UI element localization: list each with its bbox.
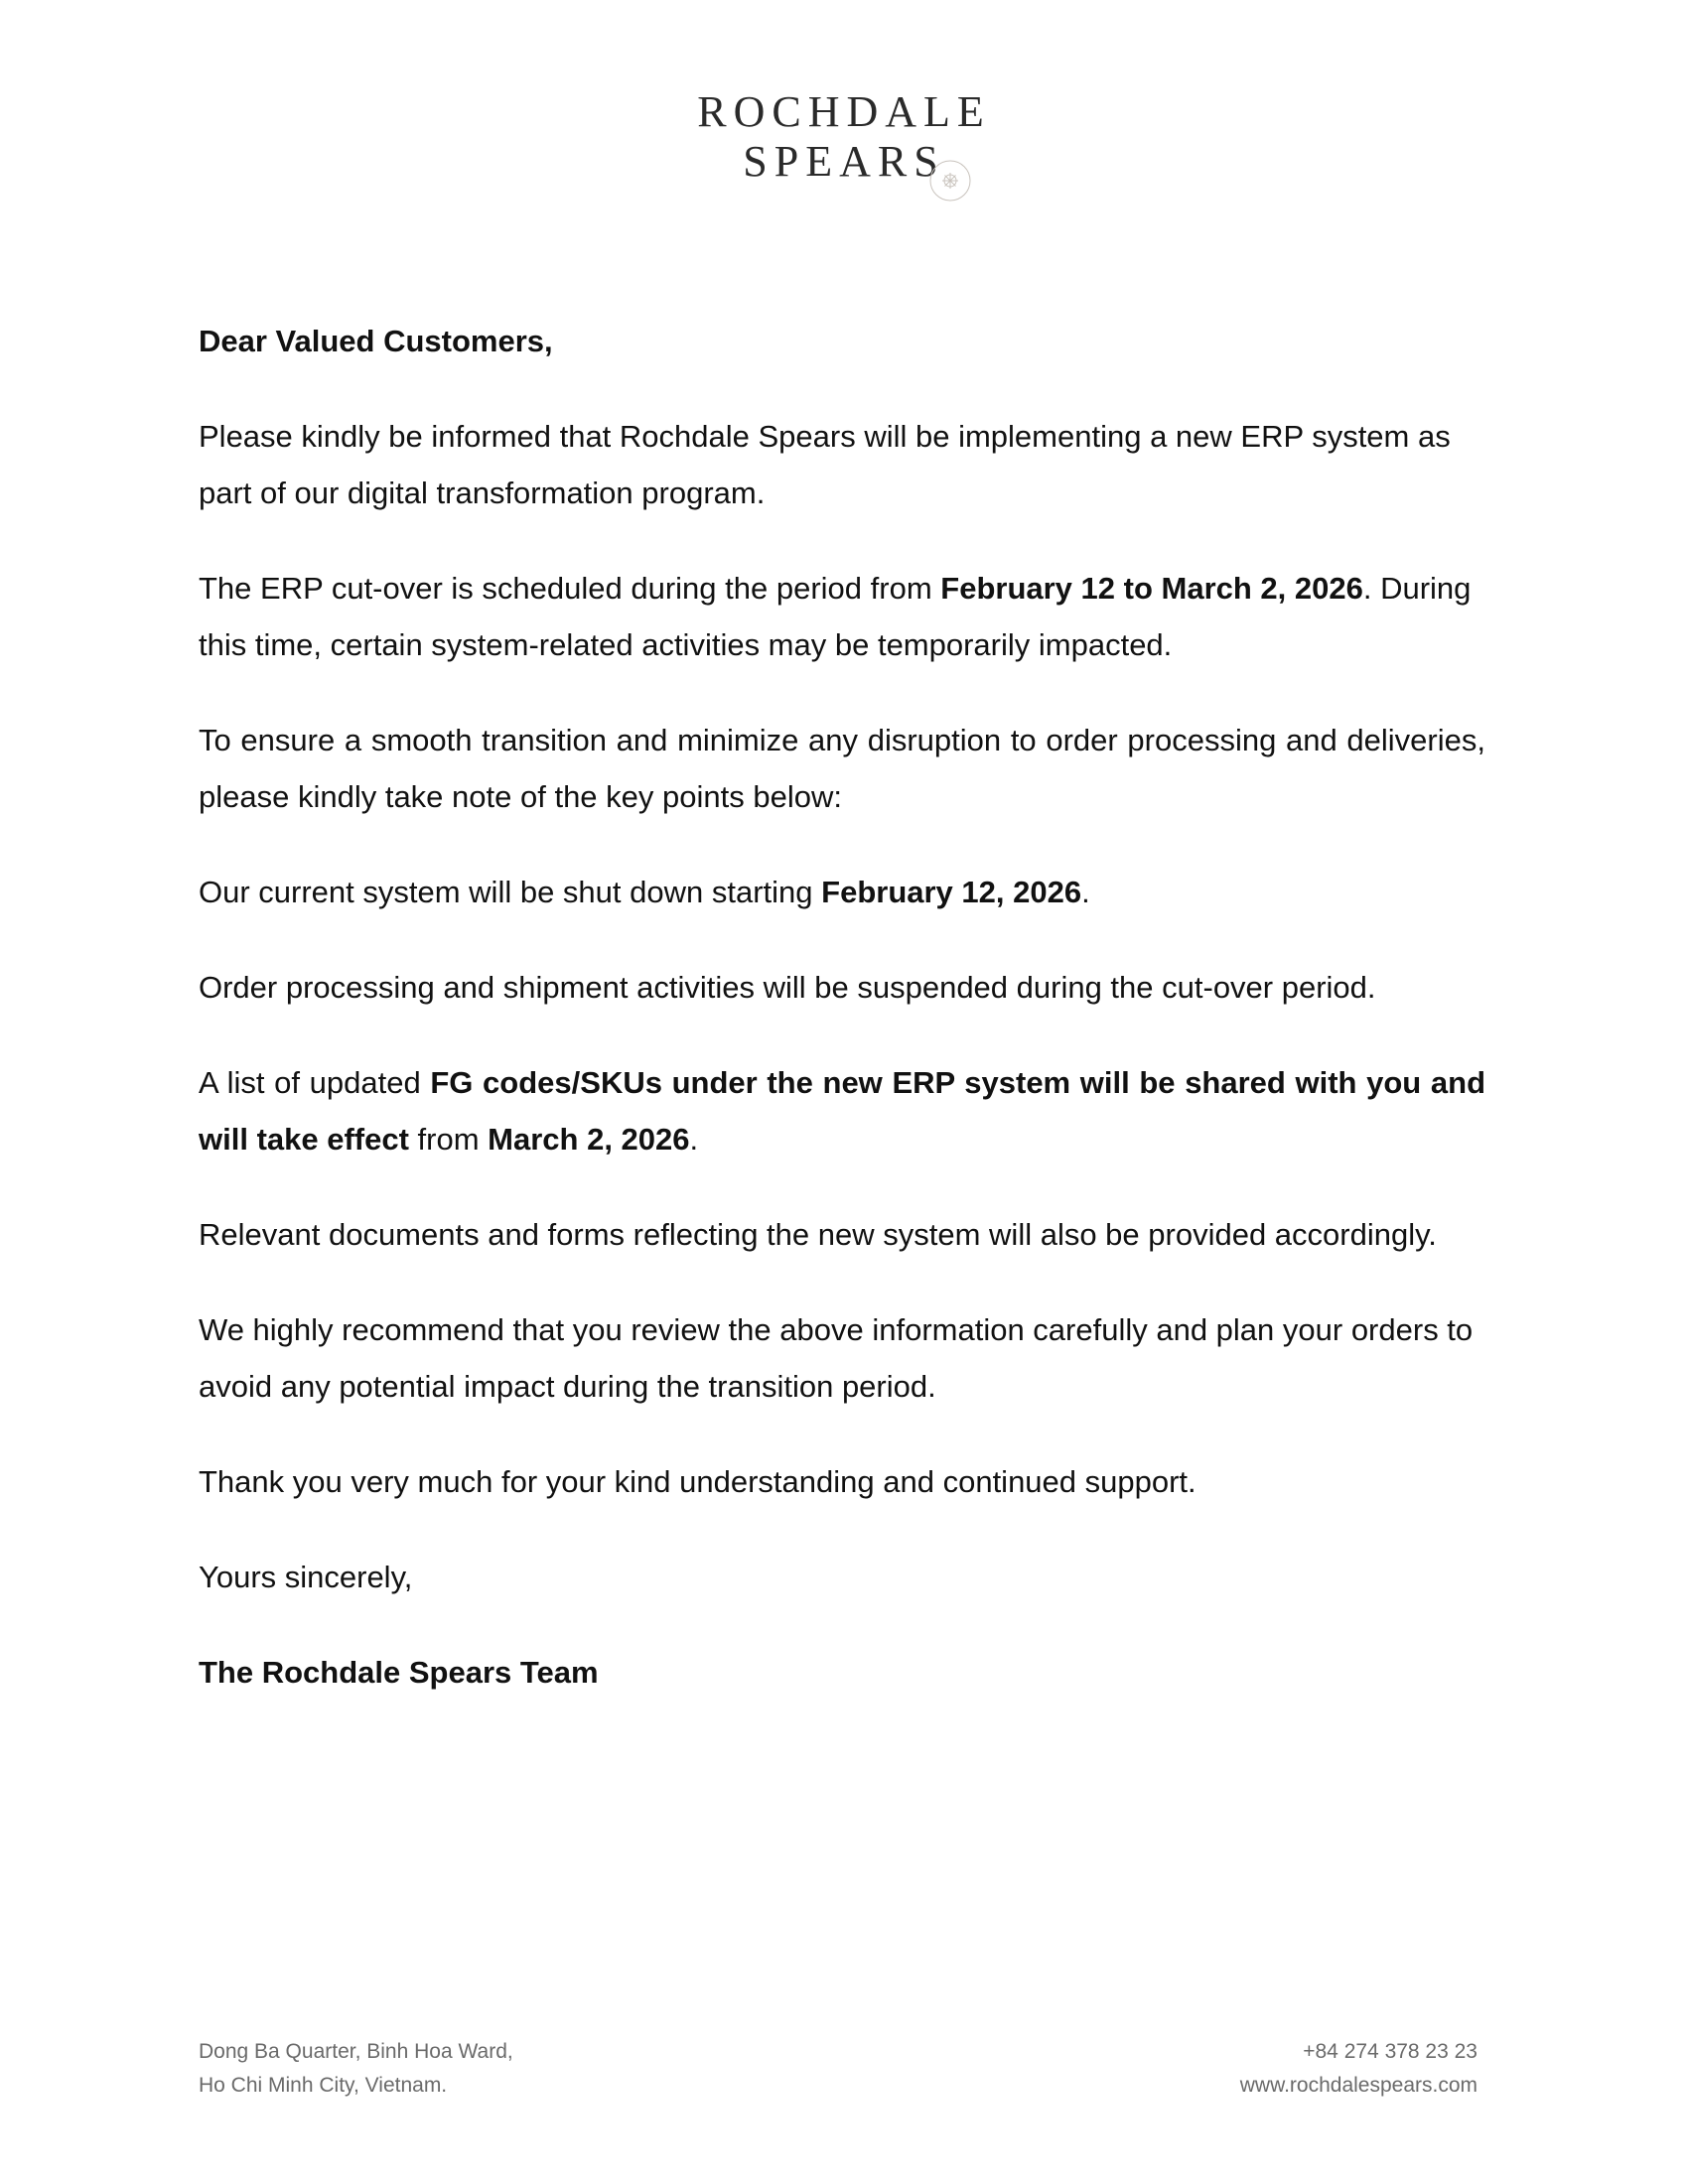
text: The ERP cut-over is scheduled during the period from [199, 571, 941, 606]
text: . [1081, 875, 1090, 909]
phone-number: +84 274 378 23 23 [1303, 2040, 1477, 2063]
paragraph-suspension: Order processing and shipment activities will be suspended during the cut-over period. [199, 970, 1376, 1005]
shutdown-date: February 12, 2026 [821, 875, 1082, 909]
letter-body [199, 313, 1485, 1739]
text: A list of updated [199, 1065, 431, 1100]
address-line-2: Ho Chi Minh City, Vietnam. [199, 2074, 448, 2097]
footer-address [199, 2035, 513, 2103]
paragraph-intro: Please kindly be informed that Rochdale Spears will be implementing a new ERP system as part of our digital transformation program. [199, 419, 1451, 510]
sku-highlight: FG codes/SKUs under the new ERP system will be shared with you and will take effect [199, 1065, 1486, 1157]
footer-contact [1240, 2035, 1477, 2103]
paragraph-recommendation: We highly recommend that you review the above information carefully and plan your orders to avoid any potential impact during the transition period. [199, 1312, 1474, 1404]
paragraph-shutdown [199, 864, 1485, 920]
address-line-1: Dong Ba Quarter, Binh Hoa Ward, [199, 2040, 513, 2063]
text: . [689, 1122, 699, 1157]
paragraph-documents: Relevant documents and forms reflecting the new system will also be provided accordingly. [199, 1217, 1437, 1252]
text: . During this time, certain system-related activities may be temporarily impacted. [199, 571, 1472, 662]
website-link[interactable]: www.rochdalespears.com [1239, 2074, 1477, 2097]
logo-line-2: SPEARS [743, 137, 945, 186]
text: Our current system will be shut down starting [199, 875, 822, 909]
paragraph-sku-update [199, 1054, 1485, 1167]
signature: The Rochdale Spears Team [199, 1655, 599, 1690]
paragraph-thanks: Thank you very much for your kind understanding and continued support. [199, 1464, 1196, 1499]
logo-seal-icon [928, 159, 972, 203]
cutover-dates: February 12 to March 2, 2026 [940, 571, 1363, 606]
company-logo [0, 87, 1688, 187]
text: from [408, 1122, 489, 1157]
greeting: Dear Valued Customers, [199, 324, 553, 358]
closing: Yours sincerely, [199, 1560, 413, 1594]
paragraph-cutover [199, 560, 1485, 673]
paragraph-transition: To ensure a smooth transition and minimize any disruption to order processing and deliveries, please kindly take note of the key points below: [199, 723, 1485, 814]
logo-line-1: ROCHDALE [697, 87, 991, 136]
effective-date: March 2, 2026 [488, 1122, 690, 1157]
